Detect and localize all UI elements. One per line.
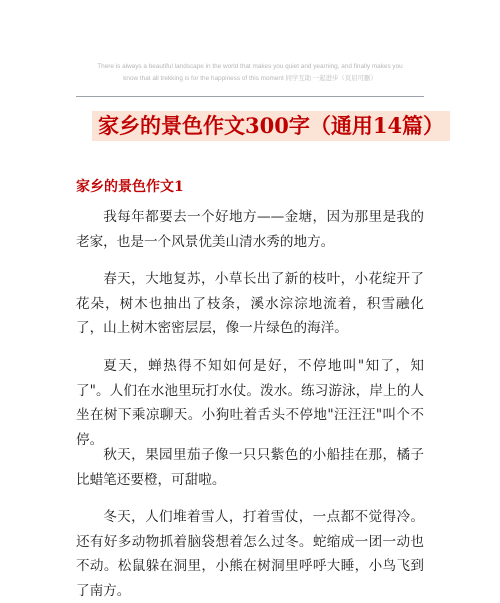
header-tagline-line-2: know that all trekking is for the happiness of this moment 同学互助 一起进步（页眉可删） bbox=[123, 75, 377, 82]
paragraph: 夏天，蝉热得不知如何是好，不停地叫"知了，知了"。人们在水池里玩打水仗。泼水。练习游泳，岸上的人坐在树下乘凉聊天。小狗吐着舌头不停地"汪汪汪"叫个不停。 bbox=[76, 358, 424, 448]
header-tagline-line-1: There is always a beautiful landscape in the world that makes you quiet and yearning, and finally makes you bbox=[97, 63, 403, 70]
header-divider bbox=[76, 96, 424, 97]
paragraph: 春天，大地复苏，小草长出了新的枝叶，小花绽开了花朵，树木也抽出了枝条，溪水淙淙地流着，积雪融化了，山上树木密密层层，像一片绿色的海洋。 bbox=[76, 271, 424, 336]
header-tagline bbox=[80, 61, 420, 85]
section-heading: 家乡的景色作文1 bbox=[76, 179, 184, 195]
paragraph: 秋天，果园里茄子像一只只紫色的小船挂在那，橘子比蜡笔还要橙，可甜啦。 bbox=[76, 447, 424, 488]
paragraph: 冬天，人们堆着雪人，打着雪仗，一点都不觉得冷。还有好多动物抓着脑袋想着怎么过冬。蛇缩成一团一动也不动。松鼠躲在洞里，小熊在树洞里呼呼大睡，小鸟飞到了南方。 bbox=[76, 509, 424, 599]
document-title: 家乡的景色作文300字（通用14篇） bbox=[92, 111, 450, 141]
paragraph: 我每年都要去一个好地方——金塘，因为那里是我的老家，也是一个风景优美山清水秀的地方。 bbox=[76, 209, 424, 250]
